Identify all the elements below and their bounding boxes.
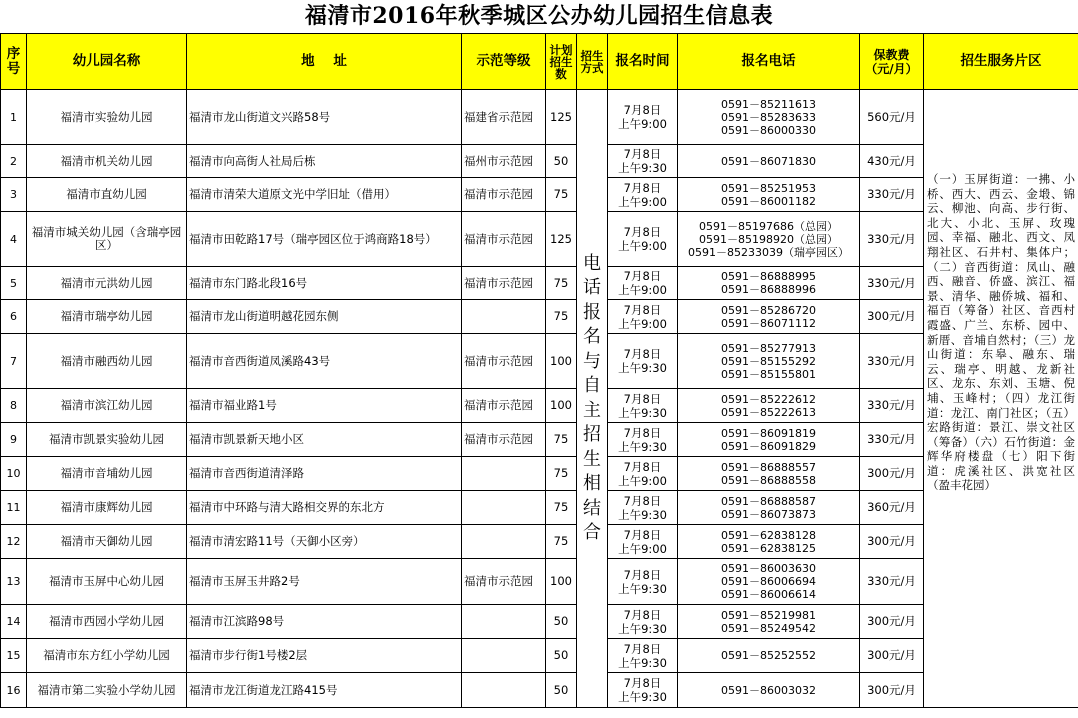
- phone-number: 0591－86888558: [721, 473, 816, 487]
- registration-phone: [678, 491, 860, 525]
- row-seq: 7: [1, 334, 27, 389]
- registration-hour: 上午9:30: [618, 581, 667, 596]
- kindergarten-name: 福清市滨江幼儿园: [27, 389, 187, 423]
- demo-level: [462, 605, 546, 639]
- registration-phone: [678, 423, 860, 457]
- registration-time: [608, 212, 678, 267]
- registration-hour: 上午9:00: [618, 194, 667, 209]
- demo-level: [462, 457, 546, 491]
- kindergarten-address: 福清市江滨路98号: [187, 605, 462, 639]
- phone-number: 0591－86071830: [721, 154, 816, 168]
- registration-date: 7月8日: [623, 527, 662, 542]
- phone-number: 0591－85283633: [721, 110, 816, 124]
- phone-number: 0591－85155292: [721, 354, 816, 368]
- registration-time: [608, 605, 678, 639]
- method-char: 生: [583, 448, 601, 470]
- kindergarten-name: 福清市城关幼儿园（含瑞亭园区）: [27, 212, 187, 267]
- demo-level: 福清市示范园: [462, 389, 546, 423]
- phone-number: 0591－86888996: [721, 283, 816, 296]
- kindergarten-name: 福清市第二实验小学幼儿园: [27, 673, 187, 708]
- demo-level: 福清市示范园: [462, 423, 546, 457]
- registration-phone: [678, 639, 860, 673]
- tuition-fee: 330元/月: [860, 267, 924, 300]
- row-seq: 1: [1, 90, 27, 145]
- registration-time: [608, 525, 678, 559]
- demo-level: 福清市示范园: [462, 559, 546, 605]
- header-seq: 序号: [1, 34, 27, 90]
- demo-level: 福清市示范园: [462, 212, 546, 267]
- kindergarten-name: 福清市玉屏中心幼儿园: [27, 559, 187, 605]
- kindergarten-address: 福清市龙江街道龙江路415号: [187, 673, 462, 708]
- enrollment-method-text: [577, 252, 607, 546]
- kindergarten-address: 福清市福业路1号: [187, 389, 462, 423]
- kindergarten-name: 福清市音埔幼儿园: [27, 457, 187, 491]
- header-row: [1, 34, 1078, 90]
- registration-phone: [678, 525, 860, 559]
- registration-date: 7月8日: [623, 391, 662, 406]
- tuition-fee: 300元/月: [860, 639, 924, 673]
- demo-level: [462, 639, 546, 673]
- header-phone: 报名电话: [678, 34, 860, 90]
- registration-time: [608, 423, 678, 457]
- registration-phone: [678, 334, 860, 389]
- kindergarten-address: 福清市龙山街道明越花园东侧: [187, 300, 462, 334]
- table-row: [1, 212, 1078, 267]
- demo-level: 福州市示范园: [462, 145, 546, 178]
- header-level: 示范等级: [462, 34, 546, 90]
- registration-date: 7月8日: [623, 180, 662, 195]
- planned-quota: 75: [546, 525, 577, 559]
- method-char: 电: [583, 252, 601, 274]
- phone-number: 0591－85277913: [721, 341, 816, 355]
- registration-phone: [678, 559, 860, 605]
- method-char: 自: [583, 375, 601, 396]
- header-area: 招生服务片区: [924, 34, 1078, 90]
- phone-number: 0591－86000330: [721, 123, 816, 137]
- tuition-fee: 300元/月: [860, 525, 924, 559]
- registration-hour: 上午9:30: [618, 439, 667, 454]
- header-fee: 保教费（元/月）: [860, 34, 924, 90]
- registration-phone: [678, 457, 860, 491]
- method-char: 报: [583, 301, 601, 323]
- demo-level: [462, 300, 546, 334]
- registration-phone: [678, 300, 860, 334]
- enrollment-method: [577, 90, 608, 708]
- registration-time: [608, 145, 678, 178]
- registration-date: 7月8日: [623, 459, 662, 474]
- tuition-fee: 300元/月: [860, 300, 924, 334]
- registration-time: [608, 300, 678, 334]
- registration-hour: 上午9:30: [618, 621, 667, 636]
- kindergarten-address: 福清市玉屏玉井路2号: [187, 559, 462, 605]
- table-row: [1, 605, 1078, 639]
- table-row: [1, 491, 1078, 525]
- kindergarten-address: 福清市音西街道凤溪路43号: [187, 334, 462, 389]
- table-row: [1, 559, 1078, 605]
- planned-quota: 100: [546, 559, 577, 605]
- registration-time: [608, 457, 678, 491]
- registration-phone: [678, 178, 860, 212]
- registration-hour: 上午9:00: [618, 239, 667, 253]
- registration-date: 7月8日: [623, 567, 662, 582]
- kindergarten-address: 福清市向高街人社局后栋: [187, 145, 462, 178]
- method-char: 主: [583, 399, 601, 421]
- registration-phone: [678, 145, 860, 178]
- kindergarten-address: 福清市步行街1号楼2层: [187, 639, 462, 673]
- phone-number: 0591－86003032: [721, 683, 816, 697]
- tuition-fee: 330元/月: [860, 559, 924, 605]
- row-seq: 2: [1, 145, 27, 178]
- row-seq: 15: [1, 639, 27, 673]
- registration-phone: [678, 212, 860, 267]
- row-seq: 6: [1, 300, 27, 334]
- planned-quota: 75: [546, 457, 577, 491]
- registration-date: 7月8日: [623, 103, 662, 117]
- phone-number: 0591－86003630: [721, 562, 816, 575]
- phone-number: 0591－86888557: [721, 460, 816, 474]
- registration-time: [608, 389, 678, 423]
- registration-hour: 上午9:00: [618, 316, 667, 331]
- demo-level: 福清市示范园: [462, 178, 546, 212]
- kindergarten-name: 福清市西园小学幼儿园: [27, 605, 187, 639]
- phone-number: 0591－85222612: [721, 392, 816, 406]
- kindergarten-address: 福清市清宏路11号（天御小区旁）: [187, 525, 462, 559]
- kindergarten-address: 福清市凯景新天地小区: [187, 423, 462, 457]
- phone-number: 0591－85286720: [721, 303, 816, 317]
- service-area: （一）玉屏街道：一拂、小桥、西大、西云、金塅、锦云、柳池、向高、步行街、北大、小北、玉屏、玫瑰园、幸福、融北、西文、凤翔社区、石井村、集体户；（二）音西街道：凤山、融西、融音、侨盛、滨江、福景、清华、融侨城、福和、福百（筹备）社区、音西村霞盛、广兰、东桥、园中、新厝、音埔自然村；（三）龙山街道：东皋、融东、瑞云、瑞亭、明越、龙新社区、龙东、东刘、玉塘、倪埔、玉峰村；（四）龙江街道：龙江、南门社区；（五）宏路街道：景江、崇文社区（筹备）（六）石竹街道：金辉华府楼盘（七）阳下街道：虎溪社区、洪宽社区（盈丰花园）: [924, 90, 1078, 708]
- phone-number: 0591－86006694: [721, 575, 816, 588]
- method-char: 名: [583, 326, 601, 347]
- tuition-fee: 330元/月: [860, 423, 924, 457]
- planned-quota: 100: [546, 334, 577, 389]
- kindergarten-name: 福清市天御幼儿园: [27, 525, 187, 559]
- row-seq: 12: [1, 525, 27, 559]
- registration-phone: [678, 267, 860, 300]
- registration-time: [608, 334, 678, 389]
- table-row: [1, 267, 1078, 300]
- demo-level: [462, 673, 546, 708]
- method-char: 合: [583, 522, 601, 543]
- kindergarten-address: 福清市中环路与清大路相交界的东北方: [187, 491, 462, 525]
- table-row: [1, 639, 1078, 673]
- demo-level: 福清市示范园: [462, 334, 546, 389]
- demo-level: 福清市示范园: [462, 267, 546, 300]
- registration-time: [608, 90, 678, 145]
- table-row: [1, 178, 1078, 212]
- planned-quota: 100: [546, 389, 577, 423]
- phone-number: 0591－86091819: [721, 426, 816, 440]
- table-row: [1, 457, 1078, 491]
- row-seq: 4: [1, 212, 27, 267]
- row-seq: 9: [1, 423, 27, 457]
- header-name: 幼儿园名称: [27, 34, 187, 90]
- phone-number: 0591－86888587: [721, 494, 816, 508]
- phone-number: 0591－85249542: [721, 621, 816, 635]
- kindergarten-address: 福清市清荣大道原文光中学旧址（借用）: [187, 178, 462, 212]
- phone-number: 0591－86001182: [721, 194, 816, 208]
- kindergarten-name: 福清市康辉幼儿园: [27, 491, 187, 525]
- registration-phone: [678, 389, 860, 423]
- tuition-fee: 300元/月: [860, 673, 924, 708]
- registration-hour: 上午9:30: [618, 507, 667, 522]
- planned-quota: 75: [546, 300, 577, 334]
- phone-number: 0591－86071112: [721, 316, 816, 330]
- tuition-fee: 330元/月: [860, 212, 924, 267]
- header-address: 地 址: [187, 34, 462, 90]
- registration-hour: 上午9:30: [618, 161, 667, 175]
- kindergarten-name: 福清市实验幼儿园: [27, 90, 187, 145]
- registration-date: 7月8日: [623, 269, 662, 283]
- method-char: 相: [583, 473, 601, 494]
- kindergarten-name: 福清市凯景实验幼儿园: [27, 423, 187, 457]
- tuition-fee: 430元/月: [860, 145, 924, 178]
- row-seq: 14: [1, 605, 27, 639]
- row-seq: 11: [1, 491, 27, 525]
- registration-time: [608, 267, 678, 300]
- phone-number: 0591－85198920（总园）: [699, 232, 838, 246]
- phone-number: 0591－86091829: [721, 439, 816, 453]
- phone-number: 0591－85219981: [721, 608, 816, 622]
- table-row: [1, 389, 1078, 423]
- header-method: 招生方式: [577, 34, 608, 90]
- registration-time: [608, 491, 678, 525]
- tuition-fee: 560元/月: [860, 90, 924, 145]
- registration-hour: 上午9:30: [618, 690, 667, 704]
- demo-level: 福建省示范园: [462, 90, 546, 145]
- registration-date: 7月8日: [623, 302, 662, 317]
- registration-hour: 上午9:30: [618, 361, 667, 375]
- tuition-fee: 300元/月: [860, 605, 924, 639]
- table-row: [1, 673, 1078, 708]
- kindergarten-name: 福清市融西幼儿园: [27, 334, 187, 389]
- row-seq: 5: [1, 267, 27, 300]
- phone-number: 0591－86006614: [721, 588, 816, 601]
- phone-number: 0591－62838125: [721, 541, 816, 555]
- registration-hour: 上午9:00: [618, 117, 667, 131]
- registration-time: [608, 559, 678, 605]
- header-time: 报名时间: [608, 34, 678, 90]
- registration-time: [608, 639, 678, 673]
- row-seq: 8: [1, 389, 27, 423]
- planned-quota: 75: [546, 267, 577, 300]
- registration-date: 7月8日: [623, 147, 662, 161]
- tuition-fee: 300元/月: [860, 457, 924, 491]
- registration-date: 7月8日: [623, 493, 662, 508]
- kindergarten-name: 福清市瑞亭幼儿园: [27, 300, 187, 334]
- phone-number: 0591－85155801: [721, 367, 816, 381]
- kindergarten-name: 福清市直幼儿园: [27, 178, 187, 212]
- kindergarten-address: 福清市音西街道清泽路: [187, 457, 462, 491]
- phone-number: 0591－86073873: [721, 507, 816, 521]
- registration-time: [608, 178, 678, 212]
- tuition-fee: 330元/月: [860, 178, 924, 212]
- kindergarten-name: 福清市元洪幼儿园: [27, 267, 187, 300]
- method-char: 与: [583, 350, 601, 372]
- registration-hour: 上午9:30: [618, 655, 667, 670]
- planned-quota: 50: [546, 639, 577, 673]
- registration-phone: [678, 605, 860, 639]
- planned-quota: 125: [546, 212, 577, 267]
- registration-hour: 上午9:00: [618, 473, 667, 488]
- kindergarten-address: 福清市龙山街道文兴路58号: [187, 90, 462, 145]
- page-title: 福清市2016年秋季城区公办幼儿园招生信息表: [304, 3, 774, 29]
- demo-level: [462, 525, 546, 559]
- registration-time: [608, 673, 678, 708]
- demo-level: [462, 491, 546, 525]
- row-seq: 13: [1, 559, 27, 605]
- registration-date: 7月8日: [623, 641, 662, 656]
- planned-quota: 50: [546, 605, 577, 639]
- planned-quota: 75: [546, 423, 577, 457]
- table-row: [1, 145, 1078, 178]
- row-seq: 16: [1, 673, 27, 708]
- planned-quota: 125: [546, 90, 577, 145]
- phone-number: 0591－85222613: [721, 405, 816, 419]
- table-row: [1, 334, 1078, 389]
- phone-number: 0591－85252552: [721, 649, 816, 662]
- table-row: [1, 423, 1078, 457]
- registration-phone: [678, 90, 860, 145]
- kindergarten-address: 福清市田乾路17号（瑞亭园区位于鸿商路18号）: [187, 212, 462, 267]
- enrollment-table: [0, 33, 1078, 708]
- phone-number: 0591－85233039（瑞亭园区）: [688, 245, 849, 259]
- registration-date: 7月8日: [623, 607, 662, 622]
- phone-number: 0591－85197686（总园）: [699, 219, 838, 233]
- header-quota: 计划招生数: [546, 34, 577, 90]
- tuition-fee: 360元/月: [860, 491, 924, 525]
- method-char: 话: [583, 277, 601, 298]
- registration-date: 7月8日: [623, 676, 662, 690]
- tuition-fee: 330元/月: [860, 389, 924, 423]
- planned-quota: 50: [546, 673, 577, 708]
- table-row: [1, 525, 1078, 559]
- table-row: [1, 300, 1078, 334]
- registration-date: 7月8日: [623, 225, 662, 239]
- registration-hour: 上午9:30: [618, 405, 667, 420]
- kindergarten-name: 福清市东方红小学幼儿园: [27, 639, 187, 673]
- planned-quota: 75: [546, 178, 577, 212]
- method-char: 结: [583, 497, 601, 519]
- registration-date: 7月8日: [623, 425, 662, 440]
- planned-quota: 75: [546, 491, 577, 525]
- phone-number: 0591－85211613: [721, 97, 816, 111]
- table-row: [1, 90, 1078, 145]
- phone-number: 0591－62838128: [721, 528, 816, 542]
- registration-hour: 上午9:00: [618, 283, 667, 297]
- registration-phone: [678, 673, 860, 708]
- planned-quota: 50: [546, 145, 577, 178]
- phone-number: 0591－86888995: [721, 270, 816, 283]
- phone-number: 0591－85251953: [721, 181, 816, 195]
- registration-date: 7月8日: [623, 347, 662, 361]
- kindergarten-name: 福清市机关幼儿园: [27, 145, 187, 178]
- row-seq: 3: [1, 178, 27, 212]
- kindergarten-address: 福清市东门路北段16号: [187, 267, 462, 300]
- row-seq: 10: [1, 457, 27, 491]
- registration-hour: 上午9:00: [618, 541, 667, 556]
- method-char: 招: [583, 424, 601, 445]
- tuition-fee: 330元/月: [860, 334, 924, 389]
